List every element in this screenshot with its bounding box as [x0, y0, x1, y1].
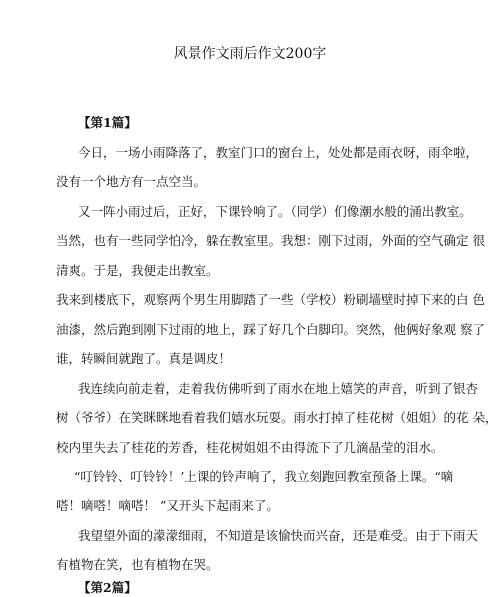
text-line: 油漆，然后跑到刚下过雨的地上，踩了好几个白脚印。突然，他俩好象观 察了: [56, 322, 485, 337]
text-line: 树（爷爷）在笑眯眯地看着我们嬉水玩耍。雨水打掉了桂花树（姐姐）的花 朵，: [56, 410, 498, 425]
page-title: 风景作文雨后作文200字: [173, 46, 327, 62]
text-line: 清爽。于是，我便走出教室。: [56, 263, 219, 278]
text-line: 谁，转瞬间就跑了。真是调皮！: [56, 351, 232, 366]
text-line: “叮铃铃、叮铃铃！’上课的铃声响了，我立刻跑回教室预备上课。“嘀: [74, 469, 454, 484]
text-line: 我来到楼底下，观察两个男生用脚踏了一些（学校）粉刷墙壁时掉下来的白 色: [56, 292, 485, 307]
text-line: 没有一个地方有一点空当。: [56, 174, 207, 189]
text-line: 又一阵小雨过后，正好，下课铃响了。（同学）们像潮水般的涌出教室。: [78, 204, 472, 219]
text-line: 嗒！嘀嗒！嘀嗒！ ”又开头下起雨来了。: [56, 498, 279, 513]
text-line: 我望望外面的濛濛细雨，不知道是该愉快而兴奋，还是难受。由于下雨天: [78, 528, 479, 543]
text-line: 有植物在笑，也有植物在哭。: [56, 557, 219, 572]
section-heading-2: 【第2篇】: [78, 580, 137, 595]
text-line: 校内里失去了桂花的芳香，桂花树姐姐不由得流下了几滴晶莹的泪水。: [56, 440, 444, 455]
text-line: 我连续向前走着，走着我仿佛听到了雨水在地上嬉笑的声音，听到了银杏: [78, 381, 479, 396]
section-heading-1: 【第1篇】: [78, 115, 137, 130]
text-line: 当然，也有一些同学怕冷，躲在教室里。我想：刚下过雨，外面的空气确定 很: [56, 233, 485, 248]
text-line: 今日，一场小雨降落了，教室门口的窗台上，处处都是雨衣呀，雨伞啦，: [78, 145, 479, 160]
